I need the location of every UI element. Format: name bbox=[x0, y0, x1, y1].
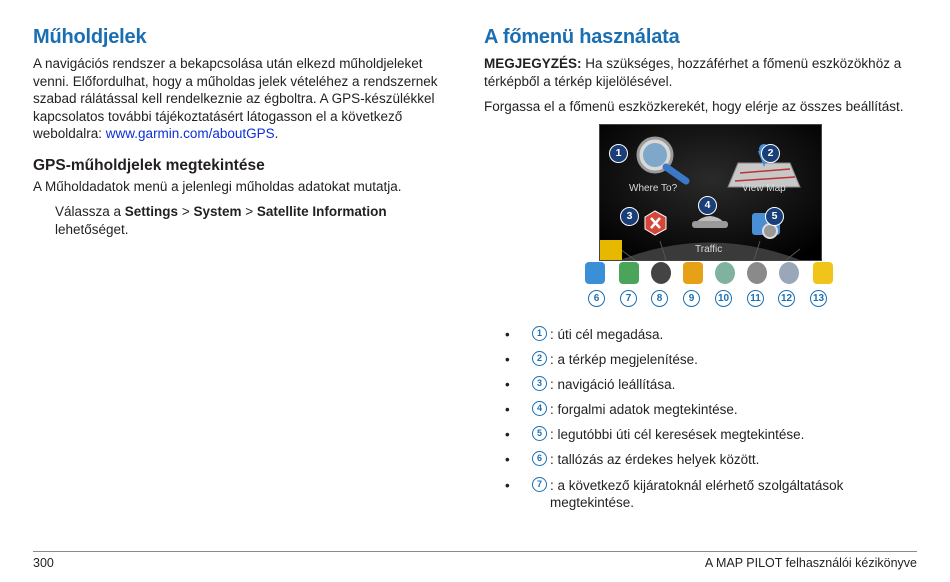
step-pre: Válassza a bbox=[55, 204, 125, 219]
callout-ref: 7 bbox=[532, 477, 547, 492]
callout-ref: 6 bbox=[532, 451, 547, 466]
bullet-text: : forgalmi adatok megtekintése. bbox=[550, 402, 738, 418]
callout-3: 3 bbox=[620, 207, 639, 226]
route-icon bbox=[715, 262, 735, 284]
callout-ref: 5 bbox=[532, 426, 547, 441]
rotate-paragraph: Forgassa el a főmenü eszközkerekét, hogy elérje az összes beállítást. bbox=[484, 99, 904, 114]
feature-bullet-list bbox=[505, 326, 925, 519]
alert-icon bbox=[813, 262, 833, 284]
callout-5: 5 bbox=[765, 207, 784, 226]
bullet-text: : a következő kijáratoknál elérhető szolgáltatások megtekintése. bbox=[550, 477, 844, 511]
list-item bbox=[505, 326, 925, 344]
bullet-dot: • bbox=[505, 377, 510, 393]
manual-title: A MAP PILOT felhasználói kézikönyve bbox=[704, 556, 917, 570]
right-column bbox=[484, 26, 924, 124]
section-title-satellite: Műholdjelek bbox=[33, 26, 147, 48]
subsection-title-gps: GPS-műholdjelek megtekintése bbox=[33, 156, 265, 174]
left-column bbox=[33, 26, 458, 246]
intro-paragraph bbox=[33, 55, 458, 143]
bullet-text: : legutóbbi úti cél keresések megtekintése. bbox=[550, 427, 805, 443]
bullet-dot: • bbox=[505, 477, 510, 493]
callout-4: 4 bbox=[698, 196, 717, 215]
callout-7: 7 bbox=[620, 290, 637, 307]
step-settings: Settings bbox=[124, 204, 179, 219]
step-sep1: > bbox=[178, 204, 194, 219]
bullet-text: : navigáció leállítása. bbox=[550, 377, 676, 393]
bullet-text: : tallózás az érdekes helyek között. bbox=[550, 452, 760, 468]
list-item bbox=[505, 451, 925, 469]
bullet-text: : a térkép megjelenítése. bbox=[550, 352, 698, 368]
step-system: System bbox=[193, 204, 242, 219]
callout-ref: 1 bbox=[532, 326, 547, 341]
step-post: lehetőséget. bbox=[55, 221, 129, 237]
callout-6: 6 bbox=[588, 290, 605, 307]
note-label: MEGJEGYZÉS: bbox=[484, 56, 582, 71]
note-paragraph bbox=[484, 55, 924, 90]
page-number: 300 bbox=[33, 556, 54, 570]
callout-1: 1 bbox=[609, 144, 628, 163]
section-title-main-menu: A főmenü használata bbox=[484, 26, 680, 48]
intro-text: A navigációs rendszer a bekapcsolása után elkezd műholdjeleket venni. Előfordulhat, hogy a műholdas jelek vételéhez a rendszernek szabad rálátással kell rendelkeznie az égboltra. A GPS-készülékkel kapcsolatos további tájékoztatásért látogasson el a következő weboldalra: bbox=[33, 56, 438, 141]
callout-11: 11 bbox=[747, 290, 764, 307]
callout-2: 2 bbox=[761, 144, 780, 163]
bullet-dot: • bbox=[505, 452, 510, 468]
where-to-label: Where To? bbox=[629, 183, 678, 194]
callout-12: 12 bbox=[778, 290, 795, 307]
list-item bbox=[505, 401, 925, 419]
bullet-dot: • bbox=[505, 402, 510, 418]
device-main-menu-screenshot bbox=[599, 124, 822, 261]
callout-ref: 2 bbox=[532, 351, 547, 366]
callout-9: 9 bbox=[683, 290, 700, 307]
step-sep2: > bbox=[241, 204, 257, 219]
exit-services-icon bbox=[619, 262, 639, 284]
compass-icon bbox=[651, 262, 671, 284]
traffic-label: Traffic bbox=[695, 244, 723, 255]
settings-gear-icon bbox=[779, 262, 799, 284]
callout-ref: 4 bbox=[532, 401, 547, 416]
callout-10: 10 bbox=[715, 290, 732, 307]
callout-ref: 3 bbox=[532, 376, 547, 391]
callout-13: 13 bbox=[810, 290, 827, 307]
bullet-text: : úti cél megadása. bbox=[550, 327, 664, 342]
poi-icon bbox=[585, 262, 605, 284]
view-map-label: View Map bbox=[742, 183, 786, 194]
satellite-menu-description: A Műholdadatok menü a jelenlegi műholdas adatokat mutatja. bbox=[33, 178, 402, 194]
instruction-step bbox=[55, 203, 458, 238]
callout-8: 8 bbox=[651, 290, 668, 307]
list-item bbox=[505, 376, 925, 394]
volume-icon bbox=[747, 262, 767, 284]
bullet-dot: • bbox=[505, 327, 510, 342]
parking-icon bbox=[683, 262, 703, 284]
bullet-dot: • bbox=[505, 427, 510, 443]
tool-wheel-icons bbox=[585, 262, 835, 286]
list-item bbox=[505, 351, 925, 369]
step-satellite-information: Satellite Information bbox=[256, 204, 387, 219]
list-item bbox=[505, 426, 925, 444]
list-item bbox=[505, 477, 925, 512]
garmin-link[interactable]: www.garmin.com/aboutGPS bbox=[105, 126, 275, 141]
bullet-dot: • bbox=[505, 352, 510, 368]
footer-divider bbox=[33, 551, 917, 552]
note-text: Ha szükséges, hozzáférhet a főmenü eszközökhöz a térképből a térkép kijelölésével. bbox=[484, 56, 902, 89]
intro-end: . bbox=[274, 126, 279, 141]
